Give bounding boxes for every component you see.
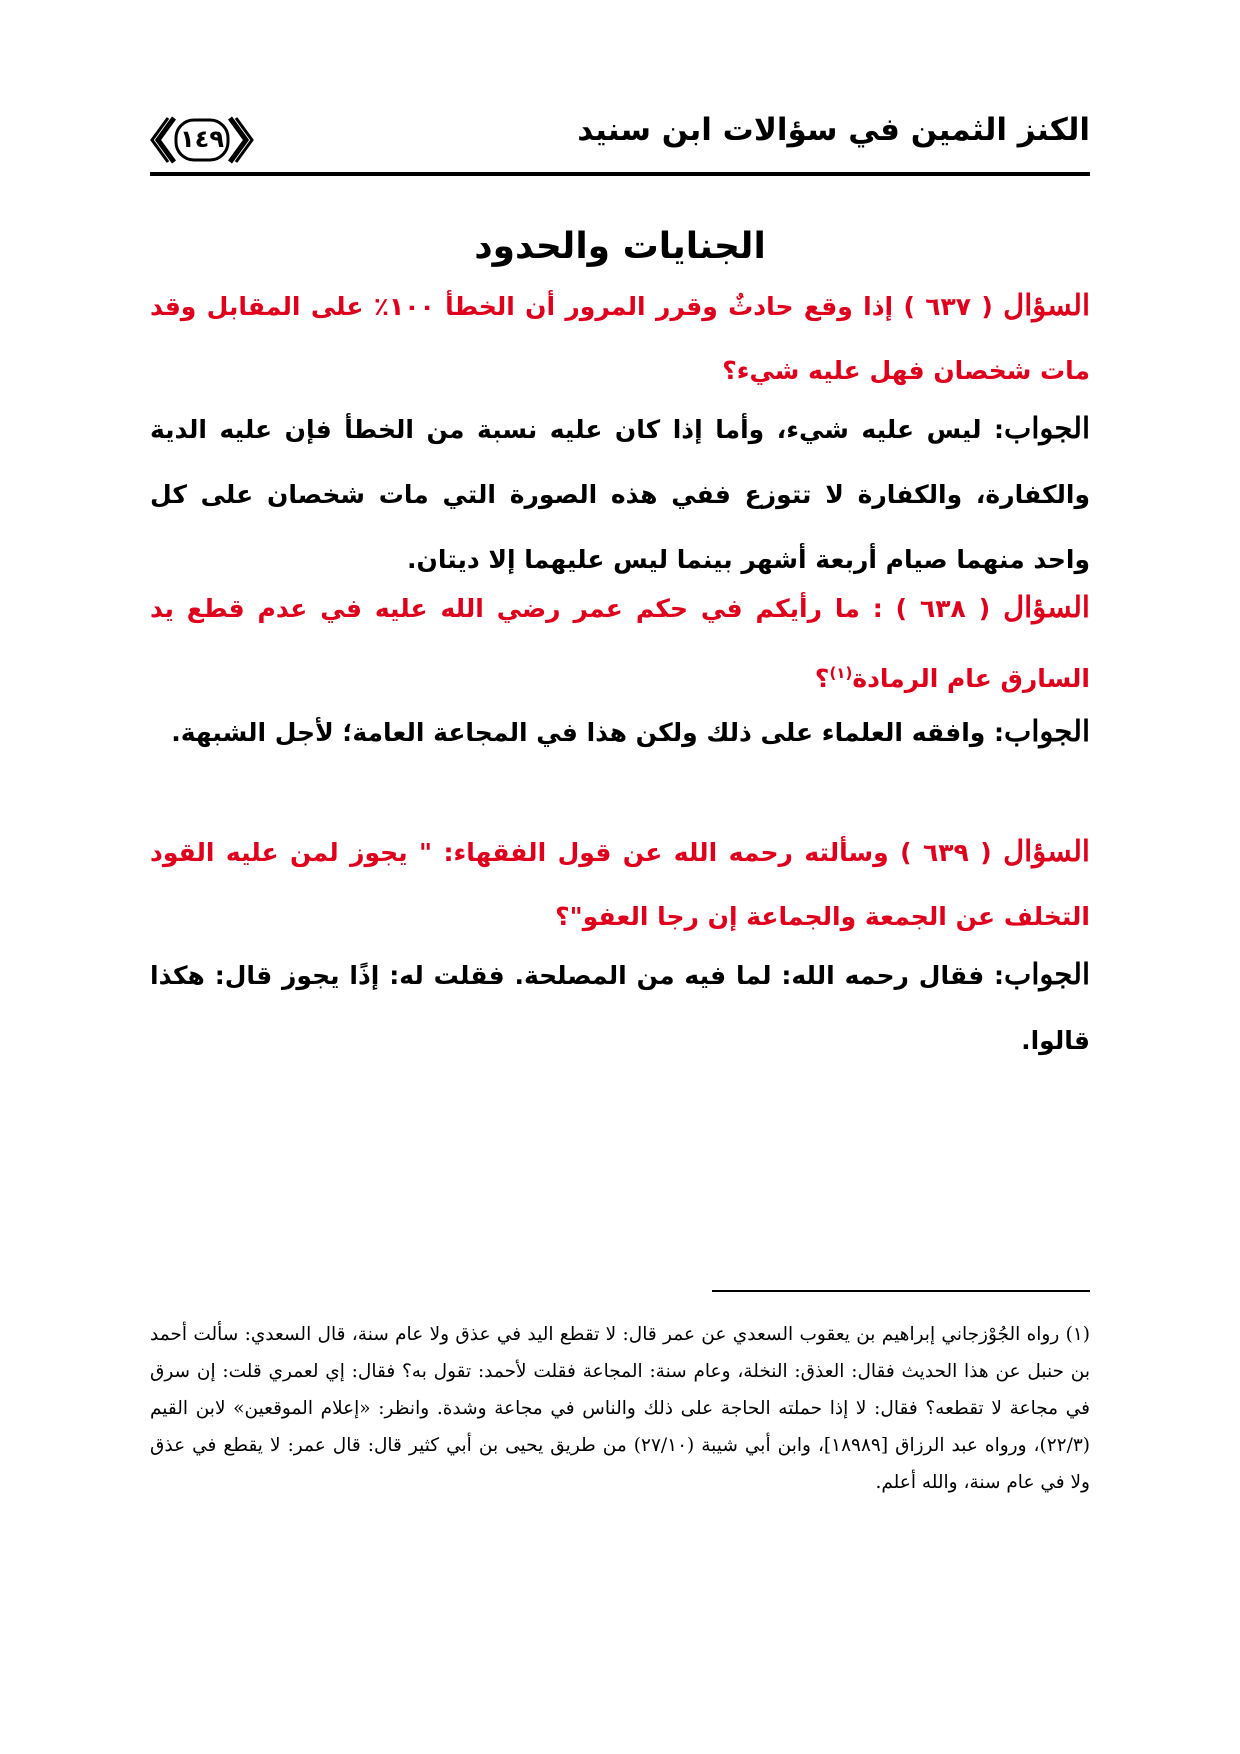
chapter-title: الجنايات والحدود xyxy=(474,226,766,267)
question-lead: السؤال xyxy=(1003,288,1090,322)
answer-637 xyxy=(150,396,1090,592)
question-lead: السؤال xyxy=(1003,590,1090,624)
footnote-reference[interactable]: (١) xyxy=(829,664,853,682)
question-text: ( ٦٣٧ ) إذا وقع حادثٌ وقرر المرور أن الخطأ ١٠٠٪ على المقابل وقد مات شخصان فهل عليه شيء؟ xyxy=(150,292,1090,385)
running-title: الكنز الثمين في سؤالات ابن سنيد xyxy=(577,112,1090,148)
header-divider xyxy=(150,172,1090,176)
question-text: ( ٦٣٩ ) وسألته رحمه الله عن قول الفقهاء: " يجوز لمن عليه القود التخلف عن الجمعة والجماعة إن رجا العفو"؟ xyxy=(150,838,1090,931)
question-638 xyxy=(150,575,1090,711)
question-637 xyxy=(150,273,1090,403)
answer-639 xyxy=(150,942,1090,1073)
answer-text: : ليس عليه شيء، وأما إذا كان عليه نسبة من الخطأ فإن عليه الدية والكفارة، والكفارة لا تتوزع ففي هذه الصورة التي مات شخصان على كل واحد منهما صيام أربعة أشهر بينما ليس عليهما إلا ديتان. xyxy=(150,415,1090,574)
question-lead: السؤال xyxy=(1003,834,1090,868)
question-text: ( ٦٣٨ ) : ما رأيكم في حكم عمر رضي الله عليه في عدم قطع يد السارق عام الرمادة xyxy=(150,594,1090,693)
footnote: (١) رواه الجُوْزجاني إبراهيم بن يعقوب السعدي عن عمر قال: لا تقطع اليد في عذق ولا عام سنة، قال السعدي: سألت أحمد بن حنبل عن هذا الحديث فقال: العذق: النخلة، وعام سنة: المجاعة فقلت لأحمد: تقول به؟ فقال: إي لعمري قلت: إن سرق في مجاعة لا تقطعه؟ فقال: لا إذا حملته الحاجة على ذلك والناس في مجاعة وشدة. وانظر: «إعلام الموقعين» لابن القيم (٢٢/٣)، ورواه عبد الرزاق [١٨٩٨٩]، وابن أبي شيبة (٢٧/١٠) من طريق يحيى بن أبي كثير قال: قال عمر: لا يقطع في عذق ولا في عام سنة، والله أعلم. xyxy=(150,1324,1091,1493)
footnote-divider xyxy=(712,1290,1090,1292)
page-number: ١٤٩ xyxy=(180,125,224,153)
answer-text: : وافقه العلماء على ذلك ولكن هذا في المجاعة العامة؛ لأجل الشبهة. xyxy=(171,718,1005,747)
answer-lead: الجواب xyxy=(1004,957,1090,991)
question-end: ؟ xyxy=(814,664,830,693)
answer-text: : فقال رحمه الله: لما فيه من المصلحة. فقلت له: إذًا يجوز قال: هكذا قالوا. xyxy=(150,961,1090,1055)
question-639 xyxy=(150,819,1090,949)
answer-lead: الجواب xyxy=(1004,714,1090,748)
answer-638 xyxy=(150,699,1090,765)
page-number-badge xyxy=(150,114,254,166)
answer-lead: الجواب xyxy=(1004,411,1090,445)
